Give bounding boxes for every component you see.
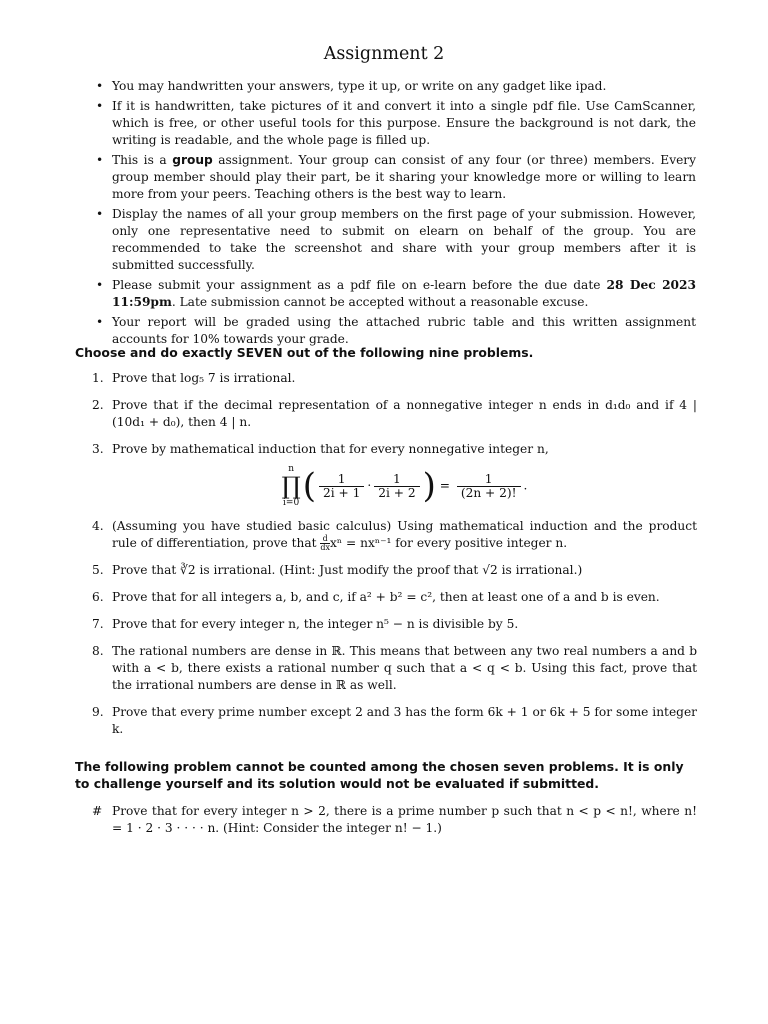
problem-item: 7. Prove that for every integer n, the integer n⁵ − n is divisible by 5. — [92, 617, 519, 631]
problem-item: 8. The rational numbers are dense in ℝ. This means that between any two real numbers a and b with a < b, there exists a rational number q such that a < q < b. Using this fact, prove that the irrational numbers are dense in ℝ as well. — [92, 644, 697, 692]
due-date: 28 Dec 2023 11:59pm — [112, 278, 696, 309]
instruction-item: • If it is handwritten, take pictures of it and convert it into a single pdf file. Use CamScanner, which is free, or other useful tools for this purpose. Ensure the background is not dark, the writing is readable, and the whole page is filled up. — [96, 98, 696, 149]
group-emphasis: group — [172, 153, 213, 167]
problem-item: 5. Prove that ∛2 is irrational. (Hint: Just modify the proof that √2 is irrational.) — [92, 563, 583, 577]
bonus-problem-list — [75, 803, 697, 837]
page-title: Assignment 2 — [323, 44, 445, 64]
derivative-operator: $\frac{d}{dx}$ — [320, 534, 330, 552]
instruction-item: • Your report will be graded using the attached rubric table and this written assignment accounts for 10% towards your grade. — [96, 314, 696, 348]
problem-item: 9. Prove that every prime number except 2 and 3 has the form 6k + 1 or 6k + 5 for some integer k. — [92, 705, 697, 736]
instruction-item: • This is a group assignment. Your group can consist of any four (or three) members. Every group member should play their part, be it sharing your knowledge more or willing to learn more from your peers. Teaching others is the best way to learn. — [96, 152, 696, 203]
problem-item: 4. (Assuming you have studied basic calculus) Using mathematical induction and the product rule of differentiation, prove that $\frac{d}{dx}$ xⁿ = nxⁿ⁻¹ for every positive integer n. — [92, 519, 697, 552]
problem-list — [75, 370, 697, 748]
problem-item: 1. Prove that log₅ 7 is irrational. — [92, 371, 296, 385]
fraction: $\frac{1}{(2n + 2)!}$ — [457, 473, 521, 498]
instruction-item: • Display the names of all your group members on the first page of your submission. However, only one representative need to submit on elearn on behalf of the group. You are recommended to take the screenshot and share with your group members after it is submitted successfully. — [96, 206, 696, 274]
fraction: $\frac{1}{2i + 2}$ — [374, 473, 419, 498]
bonus-heading: The following problem cannot be counted among the chosen seven problems. It is only to challenge yourself and its solution would not be evaluated if submitted. — [75, 759, 684, 791]
bonus-problem: # Prove that for every integer n > 2, there is a prime number p such that n < p < n!, where n! = 1 · 2 · 3 · · · · n. (Hint: Consider the integer n! − 1.) — [92, 804, 697, 835]
problem-item: 3. Prove by mathematical induction that for every nonnegative integer n, n ∏ i=0 ( $\frac{1}{2i + 1}$ · $\frac{1}{2i + 2}$ ) = $\frac{1}{(2n + 2)!}$ . — [75, 441, 697, 508]
product-operator: n ∏ i=0 — [281, 464, 301, 508]
problem-item: 2. Prove that if the decimal representation of a nonnegative integer n ends in d₁d₀ and if 4 | (10d₁ + d₀), then 4 | n. — [92, 398, 697, 429]
instructions-list — [96, 78, 696, 351]
fraction: $\frac{1}{2i + 1}$ — [319, 473, 364, 498]
instruction-item: • You may handwritten your answers, type it up, or write on any gadget like ipad. — [96, 78, 696, 95]
problem-item: 6. Prove that for all integers a, b, and c, if a² + b² = c², then at least one of a and b is even. — [92, 590, 660, 604]
product-formula: n ∏ i=0 ( $\frac{1}{2i + 1}$ · $\frac{1}{2i + 2}$ ) = $\frac{1}{(2n + 2)!}$ . — [281, 464, 528, 508]
choose-heading: Choose and do exactly SEVEN out of the following nine problems. — [75, 345, 534, 360]
instruction-item: • Please submit your assignment as a pdf file on e-learn before the due date 28 Dec 2023 11:59pm. Late submission cannot be accepted without a reasonable excuse. — [96, 277, 696, 311]
